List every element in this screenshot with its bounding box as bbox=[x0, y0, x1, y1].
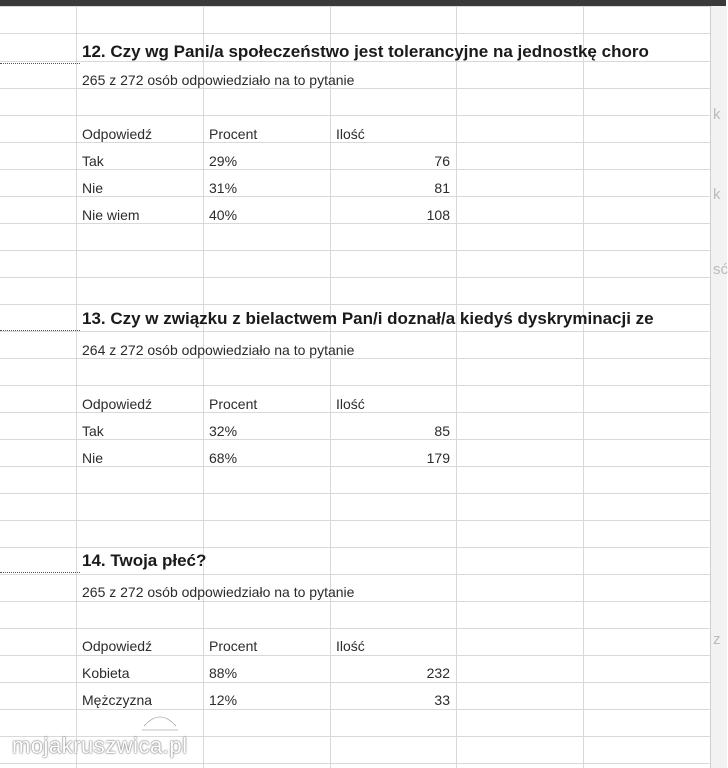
cell-answer[interactable]: Tak bbox=[82, 153, 104, 169]
right-panel-edge bbox=[710, 6, 727, 768]
row-divider bbox=[0, 250, 710, 251]
watermark-text: mojakruszwica.pl bbox=[12, 733, 188, 758]
cell-percent[interactable]: 40% bbox=[209, 207, 238, 223]
watermark-logo-icon bbox=[138, 700, 182, 734]
cell-answer[interactable]: Mężczyzna bbox=[82, 692, 153, 708]
header-percent: Procent bbox=[209, 126, 258, 142]
dotted-marker bbox=[0, 330, 80, 331]
side-letter: k bbox=[713, 186, 721, 203]
respondents-note: 265 z 272 osób odpowiedziało na to pytanie bbox=[82, 72, 355, 88]
cell-count[interactable]: 85 bbox=[434, 423, 450, 439]
cell-count[interactable]: 76 bbox=[434, 153, 450, 169]
header-answer: Odpowiedź bbox=[82, 126, 153, 142]
question-title: 14. Twoja płeć? bbox=[82, 551, 207, 570]
cell-answer[interactable]: Nie bbox=[82, 450, 104, 466]
side-letter: z bbox=[713, 631, 721, 648]
row-divider bbox=[0, 520, 710, 521]
header-count: Ilość bbox=[336, 126, 365, 142]
header-count: Ilość bbox=[336, 396, 365, 412]
column-divider bbox=[203, 6, 204, 768]
row-divider bbox=[0, 493, 710, 494]
row-divider bbox=[0, 304, 710, 305]
row-divider bbox=[0, 331, 710, 332]
header-count: Ilość bbox=[336, 638, 365, 654]
dotted-marker bbox=[0, 63, 80, 64]
header-answer: Odpowiedź bbox=[82, 638, 153, 654]
cell-count[interactable]: 232 bbox=[426, 665, 450, 681]
dotted-marker bbox=[0, 572, 80, 573]
header-percent: Procent bbox=[209, 638, 258, 654]
row-divider bbox=[0, 655, 710, 656]
question-title: 12. Czy wg Pani/a społeczeństwo jest tolerancyjne na jednostkę choro bbox=[82, 42, 649, 61]
row-divider bbox=[0, 628, 710, 629]
cell-answer[interactable]: Nie wiem bbox=[82, 207, 140, 223]
cell-answer[interactable]: Kobieta bbox=[82, 665, 130, 681]
cell-percent[interactable]: 32% bbox=[209, 423, 238, 439]
cell-percent[interactable]: 68% bbox=[209, 450, 238, 466]
row-divider bbox=[0, 385, 710, 386]
spreadsheet-grid[interactable] bbox=[0, 6, 710, 768]
header-percent: Procent bbox=[209, 396, 258, 412]
row-divider bbox=[0, 763, 710, 764]
row-divider bbox=[0, 547, 710, 548]
side-letter: sć bbox=[713, 261, 728, 278]
cell-percent[interactable]: 31% bbox=[209, 180, 238, 196]
cell-count[interactable]: 33 bbox=[434, 692, 450, 708]
column-divider bbox=[76, 6, 77, 768]
row-divider bbox=[0, 601, 710, 602]
row-divider bbox=[0, 574, 710, 575]
column-divider bbox=[330, 6, 331, 768]
side-letter: k bbox=[713, 106, 721, 123]
cell-percent[interactable]: 88% bbox=[209, 665, 238, 681]
cell-count[interactable]: 108 bbox=[426, 207, 450, 223]
row-divider bbox=[0, 6, 710, 7]
cell-count[interactable]: 179 bbox=[426, 450, 450, 466]
cell-percent[interactable]: 29% bbox=[209, 153, 238, 169]
cell-answer[interactable]: Tak bbox=[82, 423, 104, 439]
column-divider bbox=[456, 6, 457, 768]
cell-count[interactable]: 81 bbox=[434, 180, 450, 196]
row-divider bbox=[0, 33, 710, 34]
question-title: 13. Czy w związku z bielactwem Pan/i doznał/a kiedyś dyskryminacji ze bbox=[82, 309, 654, 328]
row-divider bbox=[0, 115, 710, 116]
column-divider bbox=[583, 6, 584, 768]
cell-answer[interactable]: Nie bbox=[82, 180, 104, 196]
cell-percent[interactable]: 12% bbox=[209, 692, 238, 708]
row-divider bbox=[0, 682, 710, 683]
row-divider bbox=[0, 709, 710, 710]
row-divider bbox=[0, 277, 710, 278]
respondents-note: 264 z 272 osób odpowiedziało na to pytanie bbox=[82, 342, 355, 358]
respondents-note: 265 z 272 osób odpowiedziało na to pytanie bbox=[82, 584, 355, 600]
header-answer: Odpowiedź bbox=[82, 396, 153, 412]
